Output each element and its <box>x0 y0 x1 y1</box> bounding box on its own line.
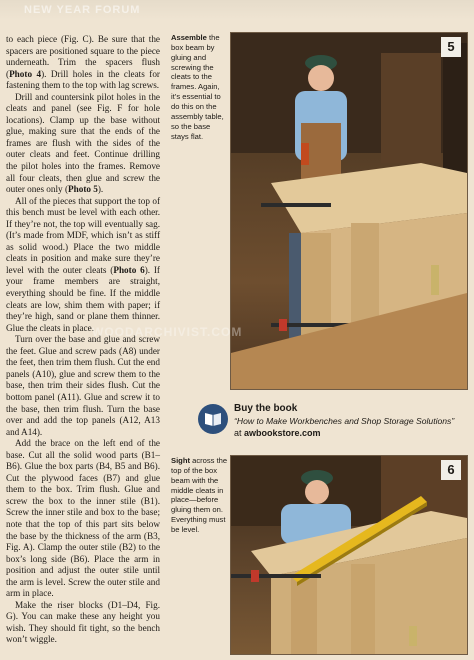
watermark: WOODARCHIVIST.COM <box>92 325 243 339</box>
promo-url-prefix: at <box>234 428 245 438</box>
text-run: ). Drill holes in the cleats for fastening them to the top with lag screws. <box>6 68 160 91</box>
caption-text: the box beam by gluing and screwing the cleats to the frames. Again, it’s essential to do this on the assembly table, so the base stays flat. <box>171 33 224 141</box>
photo-6-sight-level <box>230 455 468 655</box>
photo-5-caption <box>171 33 229 141</box>
photo-5-assemble-box-beam <box>230 32 468 390</box>
text-run: to each piece (Fig. C). Be sure that the spacers are positioned square to the piece underneath. Trim the spacers flush ( <box>6 34 160 79</box>
photo-5-number: 5 <box>441 37 461 57</box>
text-run: Drill and countersink pilot holes in the cleats and panel (see Fig. F for hole locations). Clamp up the base without glue, making sure that the ends of the frames are flush with the sides of the outer cleats and feet. Continue drilling the pilot holes into the frames. Remove all four cleats, then glue and screw the outer ones only ( <box>6 91 160 195</box>
paragraph-6: Make the riser blocks (D1–D4, Fig. G). You can make these any height you wish. They should fit tight, so the bench won’t wiggle. <box>6 599 160 645</box>
book-promo <box>198 402 468 442</box>
photo-6-illustration <box>231 456 467 654</box>
promo-url-line <box>234 428 321 438</box>
photo-6-caption <box>171 456 229 535</box>
paragraph-2 <box>6 92 160 196</box>
caption-bold: Assemble <box>171 33 207 42</box>
paragraph-5: Add the brace on the left end of the base. Cut all the solid wood parts (B1–B6). Glue the box parts (B4, B5 and B6). Cut the plywood faces (B7) and glue them to the box. Trim flush. Glue and screw the box to the inner stile (B1). Screw the inner stile and box to the base; note that the top of this part sits below the base by the thickness of the arm (B3, Fig. A). Clamp the outer stile (B2) to the box’s long side (B6). Place the arm in position and adjust the outer stile until the arm is level. Screw the outer stile and arm in place. <box>6 438 160 599</box>
photo-ref: Photo 6 <box>113 264 145 275</box>
book-icon <box>198 404 228 434</box>
caption-text: across the top of the box beam with the middle cleats in place—before gluing them on. Everything must be level. <box>171 456 228 535</box>
photo-5-illustration <box>231 33 467 389</box>
paragraph-4: Turn over the base and glue and screw the feet. Glue and screw pads (A8) under the feet, then trim them flush. Cut the end panels (A10), glue and screw them to the base, then trim their sides flush. Cut the bottom panel (A11). Glue and screw it to the base, then trim flush. Turn the base over and add the top panels (A12, A13 and A14). <box>6 334 160 437</box>
caption-bold: Sight <box>171 456 190 465</box>
text-run: ). If your frame members are straight, everything should be fine. If the middle cleats are low, shim them with paper; if they’re high, sand or plane them thinner. Glue the cleats in place. <box>6 264 160 333</box>
photo-ref: Photo 5 <box>68 184 98 195</box>
promo-heading: Buy the book <box>234 403 298 414</box>
text-run: All of the pieces that support the top of this bench must be level with each other. If they’re not, the top will eventually sag. (It’s made from MDF, which isn’t as stiff as solid wood.) Place the two middle cleats in position and make sure they’re level with the outer cleats ( <box>6 195 160 275</box>
promo-url-link[interactable]: awbookstore.com <box>244 428 321 438</box>
promo-book-title: “How to Make Workbenches and Shop Storage Solutions” <box>234 416 455 426</box>
header-title: NEW YEAR FORUM <box>24 4 141 16</box>
photo-ref: Photo 4 <box>9 68 42 79</box>
article-column <box>6 34 160 646</box>
page-header-band <box>0 0 474 20</box>
paragraph-3 <box>6 196 160 335</box>
photo-6-number: 6 <box>441 460 461 480</box>
paragraph-1 <box>6 34 160 92</box>
text-run: ). <box>97 184 104 195</box>
